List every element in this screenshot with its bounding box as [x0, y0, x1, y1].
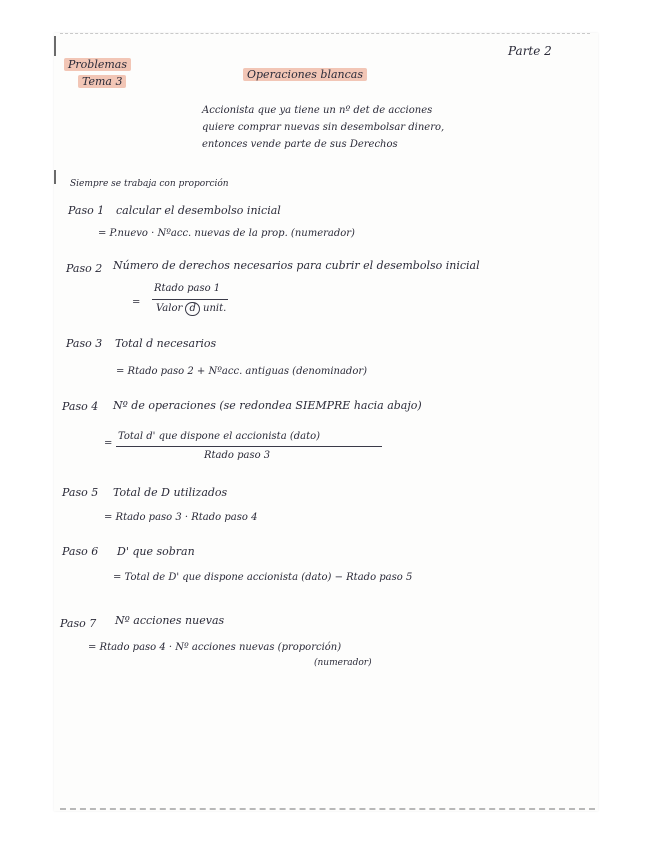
step-title: Total d necesarios: [115, 337, 217, 350]
margin-mark: [54, 36, 56, 56]
fraction-denominator: Rtado paso 3: [204, 450, 271, 461]
step-formula: = P.nuevo · Nºacc. nuevas de la prop. (numerador): [98, 228, 355, 239]
page-top-edge: [60, 33, 590, 35]
fraction-bar: [152, 299, 228, 300]
step-formula: = Total de D' que dispone accionista (dato) − Rtado paso 5: [113, 572, 413, 583]
page-title: Operaciones blancas: [243, 68, 367, 81]
equals-sign: =: [132, 297, 141, 308]
step-label: Paso 3: [66, 337, 103, 350]
step-title: Total de D utilizados: [113, 486, 228, 499]
part-label: Parte 2: [508, 44, 552, 58]
note-text: Siempre se trabaja con proporción: [70, 179, 229, 189]
step-title: D' que sobran: [117, 545, 195, 558]
fraction-numerator: Total d' que dispone el accionista (dato): [118, 431, 321, 442]
step-formula: = Rtado paso 2 + Nºacc. antiguas (denominador): [116, 366, 368, 377]
step-formula: = Rtado paso 3 · Rtado paso 4: [104, 512, 258, 523]
intro-line: quiere comprar nuevas sin desembolsar dinero,: [202, 122, 445, 133]
step-label: Paso 7: [60, 617, 97, 630]
step-label: Paso 2: [66, 262, 103, 275]
step-title: Nº de operaciones (se redondea SIEMPRE hacia abajo): [113, 399, 422, 412]
subject-tag: Problemas: [64, 58, 131, 71]
fraction-bar: [116, 446, 382, 447]
fraction-denominator: Valor d unit.: [156, 303, 227, 314]
formula-note: (numerador): [314, 658, 372, 668]
step-label: Paso 6: [62, 545, 99, 558]
step-title: Número de derechos necesarios para cubrir el desembolso inicial: [113, 259, 480, 272]
intro-line: entonces vende parte de sus Derechos: [202, 139, 398, 150]
step-label: Paso 5: [62, 486, 99, 499]
step-label: Paso 1: [68, 204, 105, 217]
margin-mark: [54, 170, 56, 184]
topic-tag: Tema 3: [78, 75, 126, 88]
step-label: Paso 4: [62, 400, 99, 413]
equals-sign: =: [104, 438, 113, 449]
fraction-numerator: Rtado paso 1: [154, 283, 221, 294]
page-perforated-edge: [60, 808, 595, 812]
step-title: Nº acciones nuevas: [115, 614, 225, 627]
intro-line: Accionista que ya tiene un nº det de acciones: [202, 105, 433, 116]
step-title: calcular el desembolso inicial: [116, 204, 281, 217]
step-formula: = Rtado paso 4 · Nº acciones nuevas (proporción): [88, 642, 342, 653]
